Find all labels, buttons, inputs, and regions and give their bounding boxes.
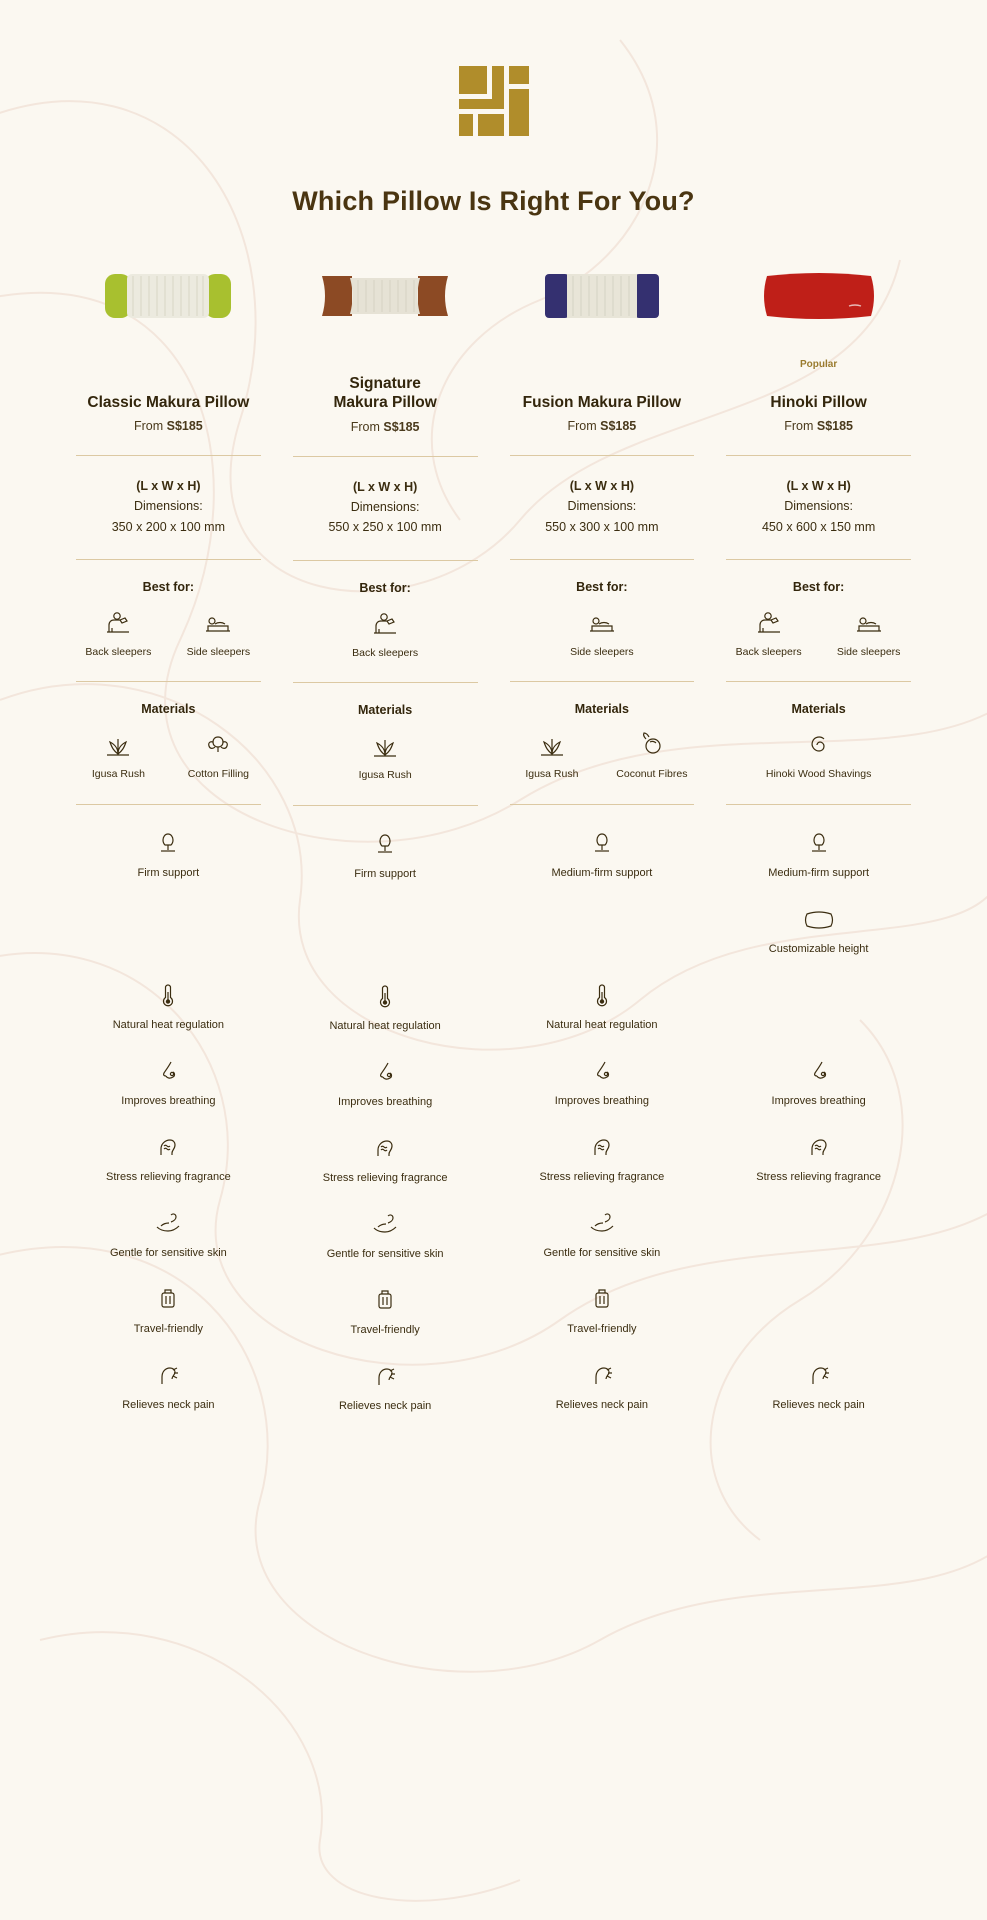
brand-logo-container bbox=[0, 0, 987, 136]
materials-icons bbox=[506, 728, 699, 782]
gentle-hand-icon bbox=[370, 1206, 400, 1242]
dimensions-block bbox=[72, 476, 265, 537]
cotton-filling-icon bbox=[203, 728, 233, 762]
material-label-text: Igusa Rush bbox=[525, 768, 579, 781]
product-column-classic-makura bbox=[60, 251, 277, 1434]
support-item bbox=[722, 901, 915, 955]
section-divider bbox=[76, 681, 261, 682]
feature-label-text: Travel-friendly bbox=[133, 1323, 204, 1336]
best-for-label: Best for: bbox=[576, 579, 628, 594]
feature-item bbox=[289, 1358, 482, 1412]
dimensions-value: 550 x 250 x 100 mm bbox=[328, 520, 442, 535]
product-badge: Popular bbox=[800, 359, 838, 370]
classic-makura-pillow-image[interactable] bbox=[72, 251, 265, 341]
section-divider bbox=[510, 455, 695, 456]
support-label-text: Firm support bbox=[354, 867, 416, 880]
side-sleeper-icon bbox=[203, 606, 233, 640]
best-for-label: Best for: bbox=[792, 579, 845, 594]
side-sleeper-icon bbox=[854, 606, 884, 640]
feature-label-text: Stress relieving fragrance bbox=[322, 1171, 448, 1184]
material-label-text: Igusa Rush bbox=[358, 769, 412, 782]
section-divider bbox=[726, 455, 911, 456]
feature-label-text: Improves breathing bbox=[771, 1095, 866, 1108]
material-label-text: Cotton Filling bbox=[187, 768, 250, 781]
best-for-label: Best for: bbox=[359, 580, 411, 595]
product-name bbox=[506, 374, 699, 412]
feature-label-text: Stress relieving fragrance bbox=[106, 1171, 231, 1184]
customizable-height-icon bbox=[802, 901, 836, 937]
materials-icons bbox=[72, 728, 265, 782]
support-block bbox=[289, 826, 482, 956]
section-divider bbox=[726, 559, 911, 560]
section-divider bbox=[76, 455, 261, 456]
material-label-text: Coconut Fibres bbox=[616, 768, 688, 781]
best-for-icons bbox=[289, 607, 482, 661]
support-block bbox=[72, 825, 265, 955]
best-for-item bbox=[730, 606, 808, 660]
best-for-item bbox=[79, 606, 157, 660]
feature-item bbox=[506, 1053, 699, 1107]
side-sleeper-icon bbox=[587, 606, 617, 640]
best-for-item bbox=[346, 607, 424, 661]
product-name bbox=[289, 374, 482, 413]
product-column-hinoki bbox=[710, 251, 927, 1434]
support-block bbox=[506, 825, 699, 955]
igusa-rush-icon bbox=[537, 728, 567, 762]
best-for-item bbox=[179, 606, 257, 660]
section-divider bbox=[76, 559, 261, 560]
features-block bbox=[289, 978, 482, 1412]
dimensions-header: (L x W x H) bbox=[569, 479, 635, 493]
feature-item bbox=[72, 1281, 265, 1335]
suitcase-icon bbox=[370, 1282, 400, 1318]
neck-pain-icon bbox=[587, 1357, 617, 1393]
dimensions-header: (L x W x H) bbox=[352, 479, 418, 494]
dimensions-header: (L x W x H) bbox=[786, 479, 851, 493]
dimensions-label: Dimensions: bbox=[133, 499, 203, 514]
product-name bbox=[72, 374, 265, 412]
feature-item bbox=[72, 1205, 265, 1259]
feature-label-text: Gentle for sensitive skin bbox=[326, 1247, 444, 1260]
feature-item bbox=[72, 1129, 265, 1183]
back-sleeper-icon bbox=[103, 606, 133, 640]
section-divider bbox=[726, 804, 911, 805]
head-fragrance-icon bbox=[587, 1129, 617, 1165]
medium-firm-support-icon bbox=[587, 825, 617, 861]
support-item bbox=[289, 826, 482, 880]
best-for-label-text: Back sleepers bbox=[735, 645, 802, 658]
feature-item bbox=[289, 1282, 482, 1336]
thermometer-icon bbox=[155, 977, 181, 1013]
best-for-item bbox=[563, 606, 641, 660]
nose-icon bbox=[153, 1053, 183, 1089]
gentle-hand-icon bbox=[153, 1205, 183, 1241]
best-for-label-text: Back sleepers bbox=[85, 645, 152, 658]
hinoki-wood-shavings-icon bbox=[804, 728, 834, 762]
support-block bbox=[722, 825, 915, 955]
price-prefix: From bbox=[567, 419, 601, 433]
section-divider bbox=[293, 560, 478, 561]
firm-support-icon bbox=[370, 826, 400, 862]
support-label-text: Customizable height bbox=[768, 943, 869, 956]
material-label-text: Igusa Rush bbox=[91, 768, 145, 781]
section-divider bbox=[726, 681, 911, 682]
igusa-rush-icon bbox=[103, 728, 133, 762]
best-for-label: Best for: bbox=[142, 579, 195, 594]
medium-firm-support-icon bbox=[804, 825, 834, 861]
section-divider bbox=[510, 559, 695, 560]
product-price bbox=[506, 419, 699, 433]
price-value: S$185 bbox=[166, 419, 203, 433]
product-price bbox=[72, 419, 265, 433]
feature-item bbox=[289, 1206, 482, 1260]
dimensions-label: Dimensions: bbox=[784, 499, 854, 514]
materials-icons bbox=[289, 729, 482, 783]
product-price bbox=[722, 419, 915, 433]
head-fragrance-icon bbox=[370, 1130, 400, 1166]
feature-item bbox=[72, 1357, 265, 1411]
product-price bbox=[289, 420, 482, 434]
section-divider bbox=[293, 456, 478, 457]
feature-label-text: Relieves neck pain bbox=[772, 1399, 865, 1412]
support-item bbox=[722, 825, 915, 879]
dimensions-label: Dimensions: bbox=[567, 499, 637, 514]
materials-label: Materials bbox=[141, 702, 196, 717]
product-comparison-grid bbox=[0, 251, 987, 1434]
feature-label-text: Natural heat regulation bbox=[112, 1019, 225, 1032]
material-item bbox=[346, 729, 424, 783]
dimensions-block bbox=[506, 476, 699, 537]
back-sleeper-icon bbox=[370, 607, 400, 641]
feature-item bbox=[289, 1130, 482, 1184]
feature-item bbox=[289, 1054, 482, 1108]
feature-label-text: Relieves neck pain bbox=[338, 1399, 432, 1412]
material-item bbox=[79, 728, 157, 782]
best-for-icons bbox=[72, 606, 265, 660]
feature-item bbox=[722, 1357, 915, 1411]
product-name-line: Fusion Makura Pillow bbox=[522, 393, 682, 411]
best-for-label-text: Side sleepers bbox=[570, 645, 634, 658]
feature-item bbox=[289, 978, 482, 1032]
product-name-line: Hinoki Pillow bbox=[770, 393, 867, 411]
materials-label: Materials bbox=[574, 702, 629, 717]
support-label-text: Medium-firm support bbox=[551, 867, 653, 880]
features-block bbox=[506, 977, 699, 1411]
price-prefix: From bbox=[350, 419, 384, 434]
best-for-label-text: Side sleepers bbox=[836, 645, 901, 658]
dimensions-header: (L x W x H) bbox=[136, 479, 201, 493]
dimensions-value: 450 x 600 x 150 mm bbox=[761, 519, 876, 534]
feature-label-text: Natural heat regulation bbox=[546, 1019, 658, 1032]
product-name-line: Makura Pillow bbox=[333, 394, 437, 412]
best-for-icons bbox=[722, 606, 915, 660]
best-for-label-text: Side sleepers bbox=[186, 645, 251, 658]
materials-label: Materials bbox=[791, 702, 846, 717]
support-item bbox=[506, 825, 699, 879]
product-column-fusion-makura bbox=[494, 251, 711, 1434]
section-divider bbox=[293, 682, 478, 683]
section-divider bbox=[510, 804, 695, 805]
feature-label-text: Relieves neck pain bbox=[555, 1399, 649, 1412]
head-fragrance-icon bbox=[804, 1129, 834, 1165]
feature-item bbox=[72, 977, 265, 1031]
price-prefix: From bbox=[784, 419, 817, 433]
support-label-text: Medium-firm support bbox=[768, 867, 870, 880]
feature-item bbox=[506, 1129, 699, 1183]
neck-pain-icon bbox=[153, 1357, 183, 1393]
price-value: S$185 bbox=[600, 419, 637, 433]
dimensions-block bbox=[289, 477, 482, 538]
product-name bbox=[722, 374, 915, 412]
firm-support-icon bbox=[153, 825, 183, 861]
support-label-text: Firm support bbox=[137, 867, 200, 880]
head-fragrance-icon bbox=[153, 1129, 183, 1165]
neck-pain-icon bbox=[804, 1357, 834, 1393]
feature-label-text: Travel-friendly bbox=[567, 1323, 637, 1336]
feature-label-text: Relieves neck pain bbox=[122, 1399, 215, 1412]
hinoki-pillow-image[interactable] bbox=[722, 251, 915, 341]
section-divider bbox=[293, 805, 478, 806]
nose-icon bbox=[587, 1053, 617, 1089]
price-prefix: From bbox=[133, 419, 167, 433]
feature-item bbox=[506, 1281, 699, 1335]
feature-item bbox=[506, 977, 699, 1031]
coconut-fibres-icon bbox=[637, 728, 667, 762]
suitcase-icon bbox=[587, 1281, 617, 1317]
feature-label-text: Improves breathing bbox=[121, 1095, 216, 1108]
signature-makura-pillow-image[interactable] bbox=[289, 251, 482, 341]
page-title: Which Pillow Is Right For You? bbox=[292, 186, 695, 216]
product-name-line: Classic Makura Pillow bbox=[87, 393, 250, 411]
section-divider bbox=[510, 681, 695, 682]
support-item bbox=[72, 825, 265, 879]
feature-label-text: Improves breathing bbox=[338, 1095, 433, 1108]
feature-label-text: Stress relieving fragrance bbox=[756, 1171, 881, 1184]
feature-item bbox=[506, 1205, 699, 1259]
dimensions-label: Dimensions: bbox=[350, 500, 420, 514]
fusion-makura-pillow-image[interactable] bbox=[506, 251, 699, 341]
material-item bbox=[513, 728, 591, 782]
suitcase-icon bbox=[153, 1281, 183, 1317]
back-sleeper-icon bbox=[754, 606, 784, 640]
feature-label-text: Travel-friendly bbox=[350, 1323, 420, 1336]
dimensions-value: 550 x 300 x 100 mm bbox=[545, 519, 659, 534]
feature-label-text: Gentle for sensitive skin bbox=[109, 1247, 227, 1260]
materials-label: Materials bbox=[358, 703, 413, 718]
dimensions-block bbox=[722, 476, 915, 537]
igusa-rush-icon bbox=[370, 729, 400, 763]
nose-icon bbox=[804, 1053, 834, 1089]
nose-icon bbox=[370, 1054, 400, 1090]
product-column-signature-makura bbox=[277, 251, 494, 1434]
section-divider bbox=[76, 804, 261, 805]
price-value: S$185 bbox=[383, 419, 420, 434]
tatami-logo bbox=[459, 66, 529, 136]
best-for-icons bbox=[506, 606, 699, 660]
best-for-label-text: Back sleepers bbox=[352, 646, 419, 659]
product-name-line: Signature bbox=[349, 375, 421, 392]
feature-label-text: Natural heat regulation bbox=[329, 1019, 441, 1032]
thermometer-icon bbox=[372, 978, 398, 1014]
feature-item bbox=[722, 1129, 915, 1183]
material-label-text: Hinoki Wood Shavings bbox=[765, 768, 872, 781]
feature-label-text: Gentle for sensitive skin bbox=[543, 1247, 661, 1260]
gentle-hand-icon bbox=[587, 1205, 617, 1241]
feature-item bbox=[506, 1357, 699, 1411]
material-item bbox=[754, 728, 884, 782]
feature-label-text: Improves breathing bbox=[554, 1095, 649, 1108]
best-for-item bbox=[830, 606, 908, 660]
price-value: S$185 bbox=[816, 419, 854, 433]
features-block bbox=[72, 977, 265, 1411]
feature-item bbox=[72, 1053, 265, 1107]
material-item bbox=[179, 728, 257, 782]
features-block bbox=[722, 977, 915, 1411]
neck-pain-icon bbox=[370, 1358, 400, 1394]
feature-item bbox=[722, 1053, 915, 1107]
materials-icons bbox=[722, 728, 915, 782]
dimensions-value: 350 x 200 x 100 mm bbox=[111, 519, 225, 534]
feature-label-text: Stress relieving fragrance bbox=[539, 1171, 665, 1184]
material-item bbox=[613, 728, 691, 782]
thermometer-icon bbox=[589, 977, 615, 1013]
